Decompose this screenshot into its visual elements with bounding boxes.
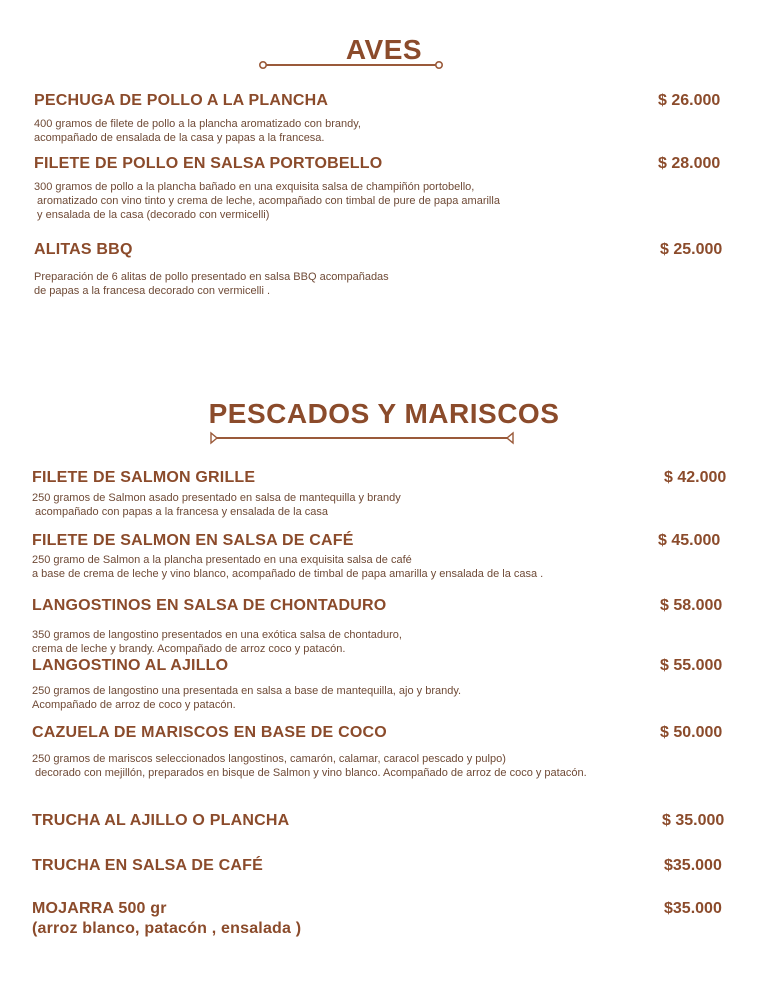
menu-item-price: $35.000 <box>664 857 722 874</box>
menu-item-price: $35.000 <box>664 900 722 917</box>
menu-item-description: 400 gramos de filete de pollo a la plancha aromatizado con brandy, acompañado de ensalada de la casa y papas a la francesa. <box>34 118 361 144</box>
section-title-aves: AVES <box>345 34 423 65</box>
menu-item-description: 250 gramos de Salmon asado presentado en salsa de mantequilla y brandy acompañado con papas a la francesa y ensalada de la casa <box>32 492 401 518</box>
menu-item-name: TRUCHA AL AJILLO O PLANCHA <box>32 812 290 829</box>
ornamental-divider <box>207 430 517 446</box>
menu-item-name: FILETE DE POLLO EN SALSA PORTOBELLO <box>34 155 383 172</box>
menu-item-subtitle: (arroz blanco, patacón , ensalada ) <box>32 920 302 937</box>
menu-item-name: FILETE DE SALMON EN SALSA DE CAFÉ <box>32 532 354 549</box>
menu-item-name: CAZUELA DE MARISCOS EN BASE DE COCO <box>32 724 387 741</box>
menu-item-description: 350 gramos de langostino presentados en una exótica salsa de chontaduro, crema de leche y brandy. Acompañado de arroz coco y patacón. <box>32 629 402 655</box>
menu-item-name: TRUCHA EN SALSA DE CAFÉ <box>32 857 263 874</box>
menu-item-name: LANGOSTINO AL AJILLO <box>32 657 229 674</box>
menu-item-price: $ 45.000 <box>658 532 721 549</box>
menu-item-description: Preparación de 6 alitas de pollo presentado en salsa BBQ acompañadas de papas a la francesa decorado con vermicelli . <box>34 271 389 297</box>
menu-item-description: 250 gramos de mariscos seleccionados langostinos, camarón, calamar, caracol pescado y pulpo) decorado con mejillón, preparados en bisque de Salmon y vino blanco. Acompañado de arroz de coco y patacón. <box>32 753 587 779</box>
menu-item-name: PECHUGA DE POLLO A LA PLANCHA <box>34 92 329 109</box>
menu-item-name: MOJARRA 500 gr <box>32 900 167 917</box>
menu-item-name: LANGOSTINOS EN SALSA DE CHONTADURO <box>32 597 387 614</box>
menu-item-price: $ 35.000 <box>662 812 725 829</box>
menu-item-name: FILETE DE SALMON GRILLE <box>32 469 256 486</box>
ornamental-divider <box>258 58 444 72</box>
menu-item-description: 250 gramo de Salmon a la plancha presentado en una exquisita salsa de café a base de crema de leche y vino blanco, acompañado de timbal de papa amarilla y ensalada de la casa . <box>32 554 544 580</box>
menu-item-price: $ 26.000 <box>658 92 721 109</box>
menu-item-description: 300 gramos de pollo a la plancha bañado en una exquisita salsa de champiñón portobello, aromatizado con vino tinto y crema de leche, acompañado con timbal de pure de papa amarilla y ensalada de la casa (decorado con vermicelli) <box>34 181 500 221</box>
menu-item-price: $ 28.000 <box>658 155 721 172</box>
menu-item-description: 250 gramos de langostino una presentada en salsa a base de mantequilla, ajo y brandy. Acompañado de arroz de coco y patacón. <box>32 685 462 711</box>
menu-item-price: $ 58.000 <box>660 597 723 614</box>
menu-item-name: ALITAS BBQ <box>34 241 133 258</box>
menu-item-price: $ 42.000 <box>664 469 727 486</box>
section-title-pescados-y-mariscos: PESCADOS Y MARISCOS <box>208 398 560 429</box>
menu-item-price: $ 55.000 <box>660 657 723 674</box>
menu-item-price: $ 25.000 <box>660 241 723 258</box>
menu-item-price: $ 50.000 <box>660 724 723 741</box>
